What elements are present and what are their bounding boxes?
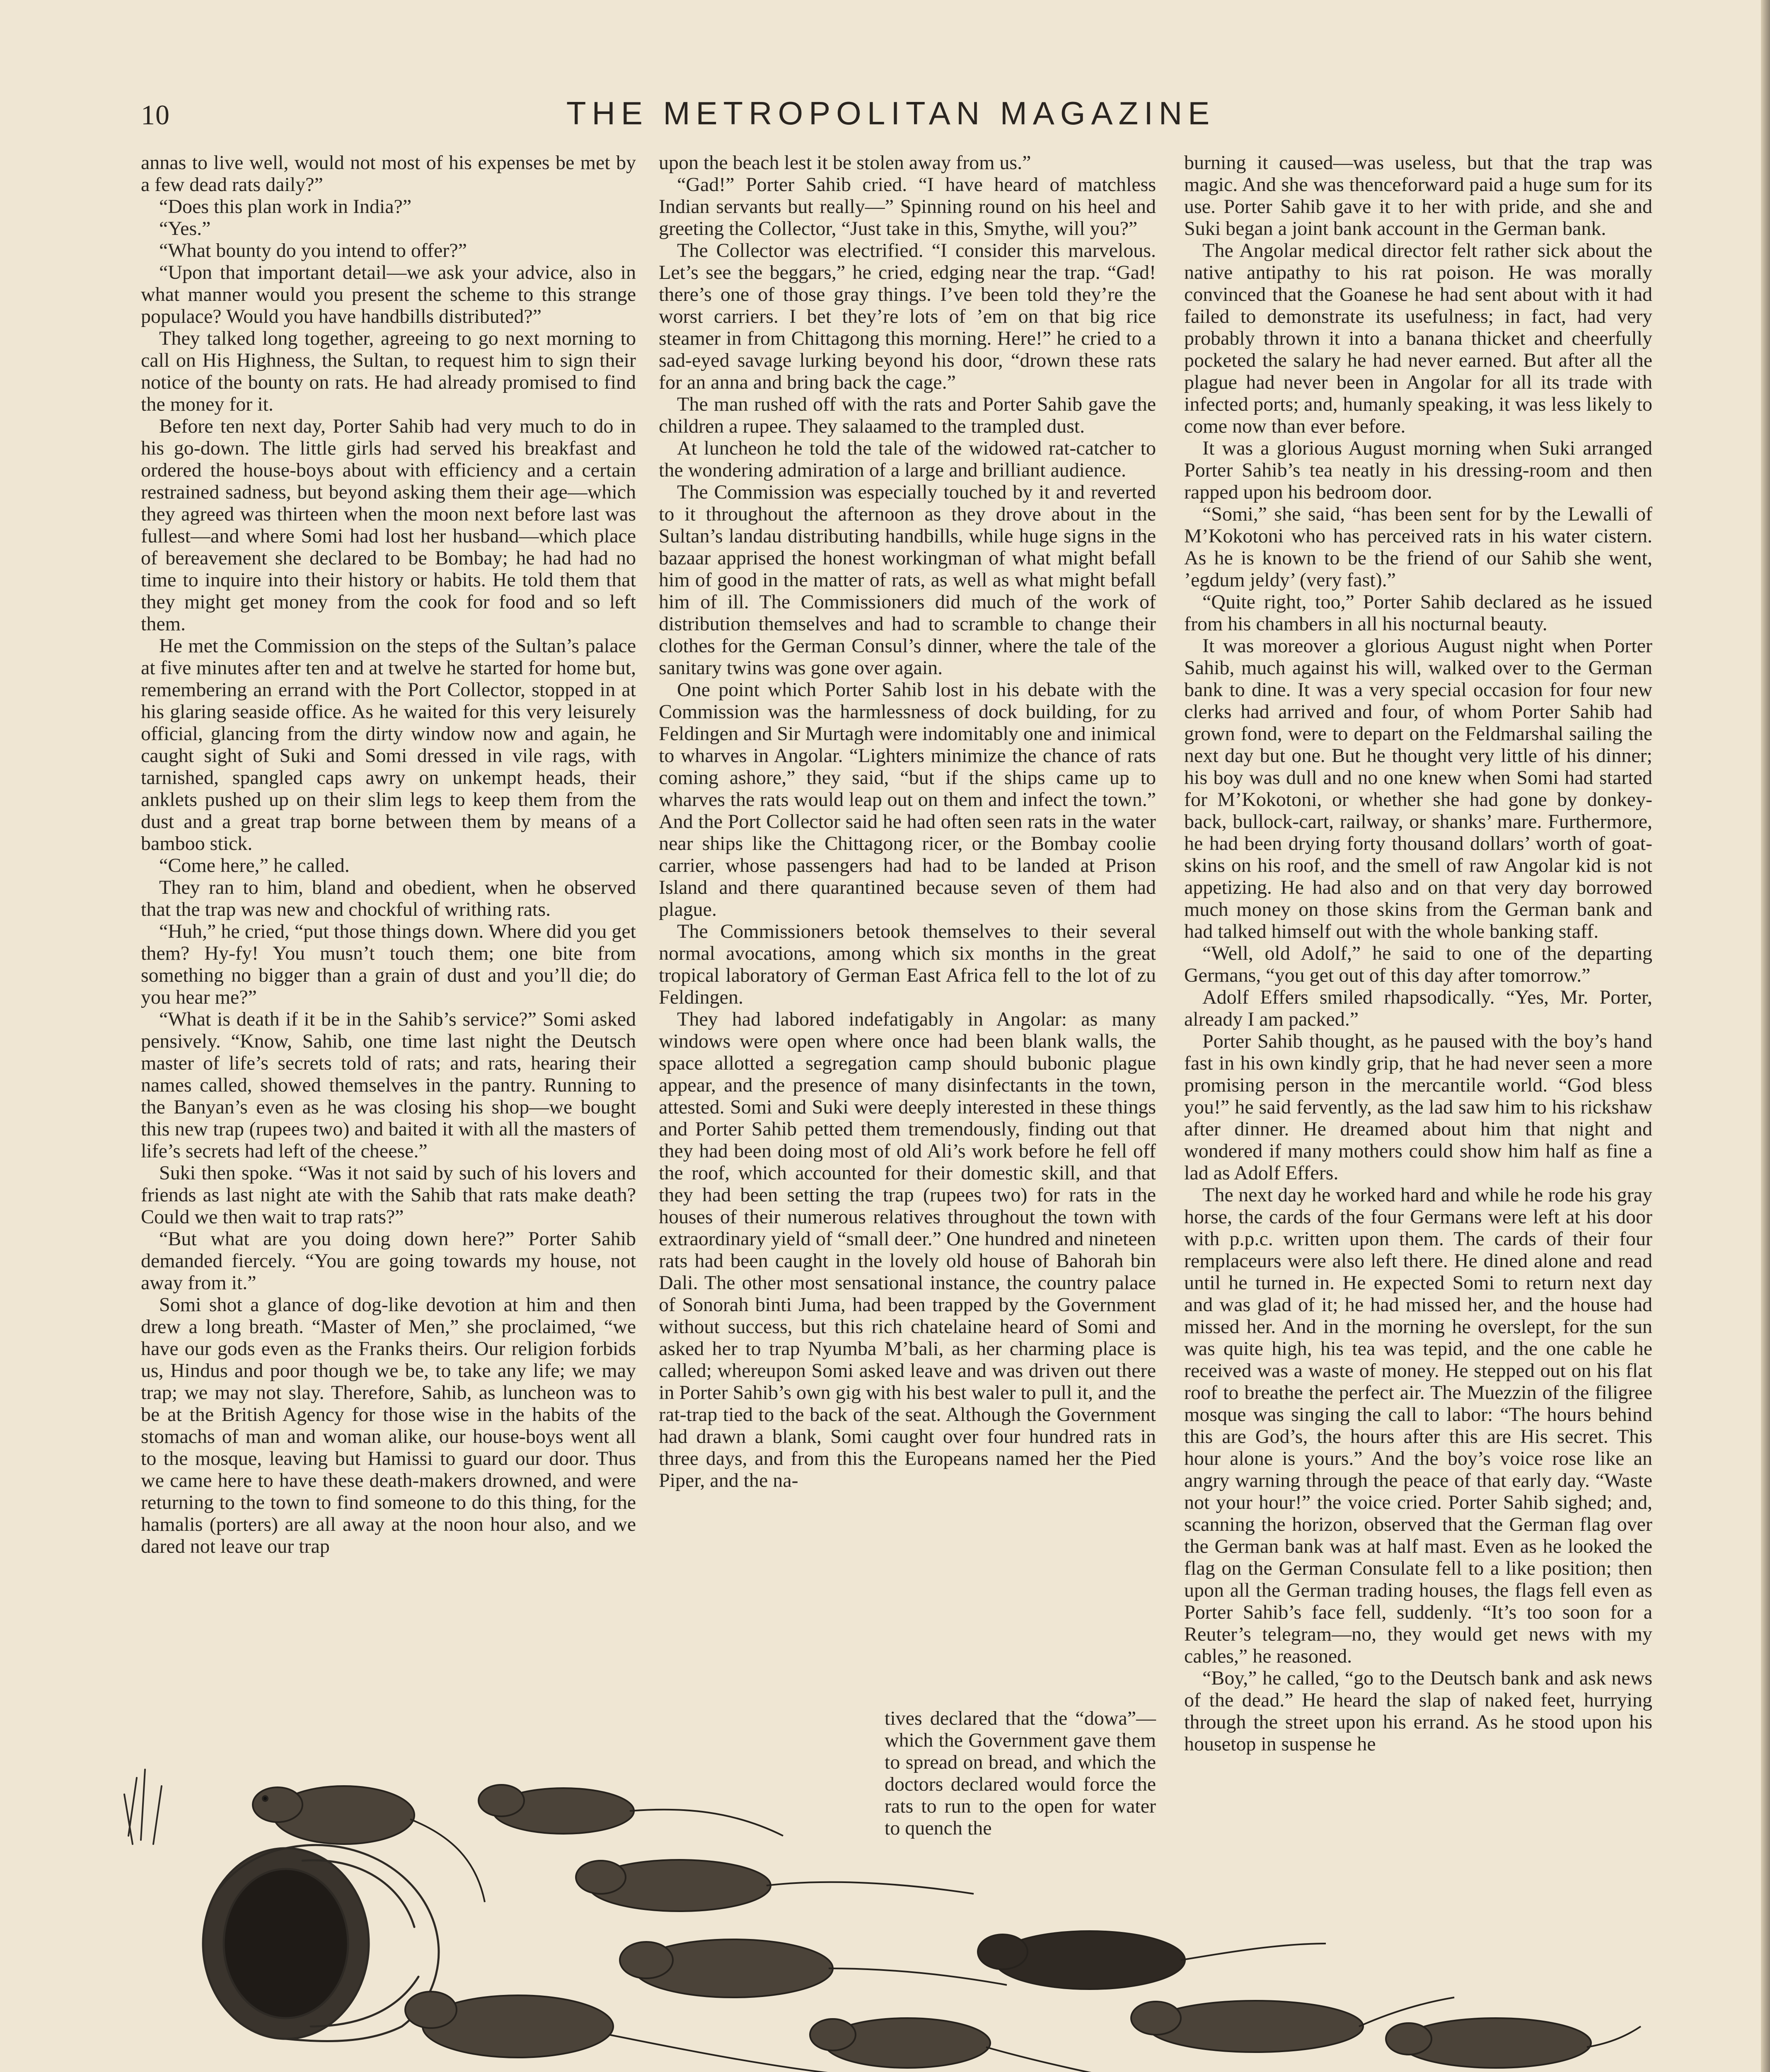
paragraph: They ran to him, bland and obedient, when he observed that the trap was new and chockful of writhing rats.: [141, 876, 636, 920]
page-edge: [1761, 0, 1770, 2072]
rat-9: [810, 2018, 1148, 2072]
paragraph: He met the Commission on the steps of the Sultan’s palace at five minutes after ten and at twelve he started for home but, remembering an errand with the Port Collector, stopped in at his glaring seaside office. As he waited for this very leisurely official, glancing from the dirty window now and again, he caught sight of Suki and Somi dressed in vile rags, with tarnished, spangled caps awry on unkempt heads, their anklets pushed up on their slim legs to keep them from the dust and a great trap borne between them by means of a bamboo stick.: [141, 635, 636, 854]
paragraph: Somi shot a glance of dog-like devotion at him and then drew a long breath. “Master of Men,” she proclaimed, “we have our gods even as the Franks theirs. Our religion forbids us, Hindus and poor though we be, to take any life; we may trap; we may not slay. Therefore, Sahib, as luncheon was to be at the British Agency for those wise in the habits of the stomachs of man and woman alike, our house-boys went all to the mosque, leaving but Hamissi to guard our door. Thus we came here to have these death-makers drowned, and were returning to the town to find someone to do this thing, for the hamalis (porters) are all away at the noon hour also, and we dared not leave our trap: [141, 1294, 636, 1557]
paragraph: The Collector was electrified. “I consider this marvelous. Let’s see the beggars,” he cried, edging near the trap. “Gad! there’s one of those gray things. I’ve been told they’re the worst carriers. I bet they’re lots of ’em on that big rice steamer in from Chittagong this morning. Here!” he cried to a sad-eyed savage lurking beyond his door, “drown these rats for an anna and bring back the cage.”: [659, 240, 1156, 393]
paragraph: “Gad!” Porter Sahib cried. “I have heard of matchless Indian servants but really—” Spinning round on his heel and greeting the Collector, “Just take in this, Smythe, will you?”: [659, 174, 1156, 240]
rats-illustration: [112, 1711, 1653, 2072]
rats-group: [253, 1785, 1641, 2072]
rat-8: [1386, 2018, 1641, 2068]
paragraph: The Angolar medical director felt rather sick about the native antipathy to his rat poison. He was morally convinced that the Goanese he had sent about with it had failed to demonstrate its usefulness; in fact, had very probably thrown it into a banana thicket and cheerfully pocketed the salary he had never earned. But after all the plague had never been in Angolar for all its trade with infected ports; and, humanly speaking, it was less likely to come now than ever before.: [1184, 240, 1652, 437]
paragraph: “Yes.”: [159, 218, 211, 240]
paragraph: “Well, old Adolf,” he said to one of the departing Germans, “you get out of this day after tomorrow.”: [1184, 942, 1652, 986]
paragraph: “Huh,” he cried, “put those things down. Where did you get them? Hy-fy! You musn’t touch them; one bite from something no bigger than a grain of dust and you’ll die; do you hear me?”: [141, 920, 636, 1008]
jar-drawing: [203, 1845, 439, 2041]
rat-4: [620, 1939, 1007, 1997]
paragraph: “Upon that important detail—we ask your advice, also in what manner would you present the scheme to this strange populace? Would you have handbills distributed?”: [141, 261, 636, 327]
paragraph: “What is death if it be in the Sahib’s service?” Somi asked pensively. “Know, Sahib, one time last night the Deutsch master of life’s secrets told of rats; and rats, hearing their names called, showed themselves in the pantry. Running to the Banyan’s even as he was closing his shop—we bought this new trap (rupees two) and baited it with all the masters of life’s secrets had left of the cheese.”: [141, 1008, 636, 1162]
paragraph: “Quite right, too,” Porter Sahib declared as he issued from his chambers in all his nocturnal beauty.: [1184, 591, 1652, 635]
paragraph: “Somi,” she said, “has been sent for by the Lewalli of M’Kokotoni who has perceived rats in his water cistern. As he is known to be the friend of our Sahib she went, ’egdum jeldy’ (very fast).”: [1184, 503, 1652, 591]
rat-2: [479, 1785, 783, 1836]
paragraph: tives declared that the “dowa”—which the Government gave them to spread on bread, and which the doctors declared would force the rats to run to the open for water to quench the: [885, 1707, 1156, 1839]
paragraph: “Come here,” he called.: [159, 854, 350, 876]
paragraph: The Commissioners betook themselves to their several normal avocations, among which six months in the great tropical laboratory of German East Africa fell to the lot of zu Feldingen.: [659, 920, 1156, 1008]
text-column-2: [659, 152, 1156, 1702]
rat-6: [978, 1931, 1326, 1989]
paragraph: Suki then spoke. “Was it not said by such of his lovers and friends as last night ate with the Sahib that rats make death? Could we then wait to trap rats?”: [141, 1162, 636, 1228]
rat-5: [405, 1992, 858, 2072]
text-column-1: [141, 152, 636, 1905]
paragraph: The man rushed off with the rats and Porter Sahib gave the children a rupee. They salaamed to the trampled dust.: [659, 393, 1156, 437]
paragraph: upon the beach lest it be stolen away from us.”: [659, 152, 1031, 174]
text-column-3: [1184, 152, 1652, 1917]
page-number: 10: [141, 99, 170, 131]
paragraph: “What bounty do you intend to offer?”: [159, 240, 467, 261]
paragraph: It was a glorious August morning when Suki arranged Porter Sahib’s tea neatly in his dressing-room and then rapped upon his bedroom door.: [1184, 437, 1652, 503]
paragraph: Porter Sahib thought, as he paused with the boy’s hand fast in his own kindly grip, that he had never seen a more promising person in the mercantile world. “God bless you!” he said fervently, as the lad saw him to his rickshaw after dinner. He dreamed about him that night and wondered if many mothers could show him half as fine a lad as Adolf Effers.: [1184, 1030, 1652, 1184]
paragraph: They talked long together, agreeing to go next morning to call on His Highness, the Sultan, to request him to sign their notice of the bounty on rats. He had already promised to find the money for it.: [141, 327, 636, 415]
rat-3: [576, 1860, 974, 1911]
paragraph: One point which Porter Sahib lost in his debate with the Commission was the harmlessness of dock building, for zu Feldingen and Sir Murtagh were indomitably one and inimical to wharves in Angolar. “Lighters minimize the chance of rats coming ashore,” they said, “but if the ships came up to wharves the rats would leap out on them and infect the town.” And the Port Collector said he had often seen rats in the water near ships like the Chittagong ricer, or the Bombay coolie carrier, whose passengers had had to be landed at Prison Island and there quarantined because seven of them had plague.: [659, 679, 1156, 920]
paragraph: Adolf Effers smiled rhapsodically. “Yes, Mr. Porter, already I am packed.”: [1184, 986, 1652, 1030]
paragraph: “But what are you doing down here?” Porter Sahib demanded fiercely. “You are going towards my house, not away from it.”: [141, 1228, 636, 1294]
paragraph: They had labored indefatigably in Angolar: as many windows were open where once had been blank walls, the space allotted a segregation camp should bubonic plague appear, and the presence of many disinfectants in the town, attested. Somi and Suki were deeply interested in these things and Porter Sahib petted them tremendously, finding out that they had been doing most of old Ali’s work before he fell off the roof, which accounted for their domestic skill, and that they had been setting the trap (rupees two) for rats in the houses of their numerous relatives throughout the town with extraordinary yield of “small deer.” One hundred and nineteen rats had been caught in the lovely old house of Bahorah bin Dali. The other most sensational instance, the country palace of Sonorah binti Juma, had been trapped by the Government without success, but this rich chatelaine heard of Somi and asked her to trap Nyumba M’bali, as her charming place is called; whereupon Somi asked leave and was driven out there in Porter Sahib’s own gig with his best waler to pull it, and the rat-trap tied to the back of the seat. Although the Government had drawn a blank, Somi caught over four hundred rats in three days, and from this the Europeans named her the Pied Piper, and the na-: [659, 1008, 1156, 1491]
paragraph: “Boy,” he called, “go to the Deutsch bank and ask news of the dead.” He heard the slap of naked feet, hurrying through the street upon his errand. As he stood upon his housetop in suspense he: [1184, 1667, 1652, 1755]
paragraph: The Commission was especially touched by it and reverted to it throughout the afternoon as they drove about in the Sultan’s landau distributing handbills, while huge signs in the bazaar apprised the honest workingman of what might befall him of good in the matter of rats, as well as what might befall him of ill. The Commissioners did much of the work of distribution themselves and had to scramble to change their clothes for the German Consul’s dinner, where the tale of the sanitary twins was gone over again.: [659, 481, 1156, 679]
paragraph: Before ten next day, Porter Sahib had very much to do in his go-down. The little girls had served his breakfast and ordered the house-boys about with efficiency and a certain restrained sadness, but beyond asking them their age—which they agreed was thirteen when the moon next before last was fullest—and where Somi had lost her husband—which place of bereavement she declared to be Bombay; he had had no time to inquire into their history or habits. He told them that they might get money from the cook for food and so left them.: [141, 415, 636, 635]
running-header: THE METROPOLITAN MAGAZINE: [566, 95, 1216, 131]
paragraph: It was moreover a glorious August night when Porter Sahib, much against his will, walked over to the German bank to dine. It was a very special occasion for four new clerks had arrived and four, of whom Porter Sahib had grown fond, were to depart on the Feldmarshal sailing the next day but one. But he thought very little of his dinner; his boy was dull and no one knew when Somi had started for M’Kokotoni, or whether she had gone by donkey-back, bullock-cart, railway, or shanks’ mare. Furthermore, he had been drying forty thousand dollars’ worth of goat-skins on his roof, and the smell of raw Angolar kid is not appetizing. He had also and on that very day borrowed much money on those skins from the German bank and had talked himself out with the whole banking staff.: [1184, 635, 1652, 942]
paragraph: burning it caused—was useless, but that the trap was magic. And she was thenceforward paid a huge sum for its use. Porter Sahib gave it to her with pride, and she and Suki began a joint bank account in the German bank.: [1184, 152, 1652, 240]
paragraph: The next day he worked hard and while he rode his gray horse, the cards of the four Germans were left at his door with p.p.c. written upon them. The cards of their four remplaceurs were also left there. He dined alone and read until he turned in. He expected Somi to return next day and was glad of it; he had missed her, and the house had missed her. And in the morning he overslept, for the sun was quite high, his tea was tepid, and the one cable he received was a waste of money. He stepped out on his flat roof to breathe the perfect air. The Muezzin of the filigree mosque was singing the call to labor: “The hours behind this are God’s, the hours after this are His secret. This hour alone is yours.” And the boy’s voice rose like an angry warning through the peace of that early day. “Waste not your hour!” the voice cried. Porter Sahib sighed; and, scanning the horizon, observed that the German flag over the German bank was at half mast. Even as he looked the flag on the German Consulate fell to a like position; then upon all the German trading houses, the flags fell even as Porter Sahib’s face fell, suddenly. “It’s too soon for a Reuter’s telegram—no, they would get news with my cables,” he reasoned.: [1184, 1184, 1652, 1667]
paragraph: “Does this plan work in India?”: [159, 196, 412, 218]
paragraph: annas to live well, would not most of his expenses be met by a few dead rats daily?”: [141, 152, 636, 196]
paragraph: At luncheon he told the tale of the widowed rat-catcher to the wondering admiration of a large and brilliant audience.: [659, 437, 1156, 481]
